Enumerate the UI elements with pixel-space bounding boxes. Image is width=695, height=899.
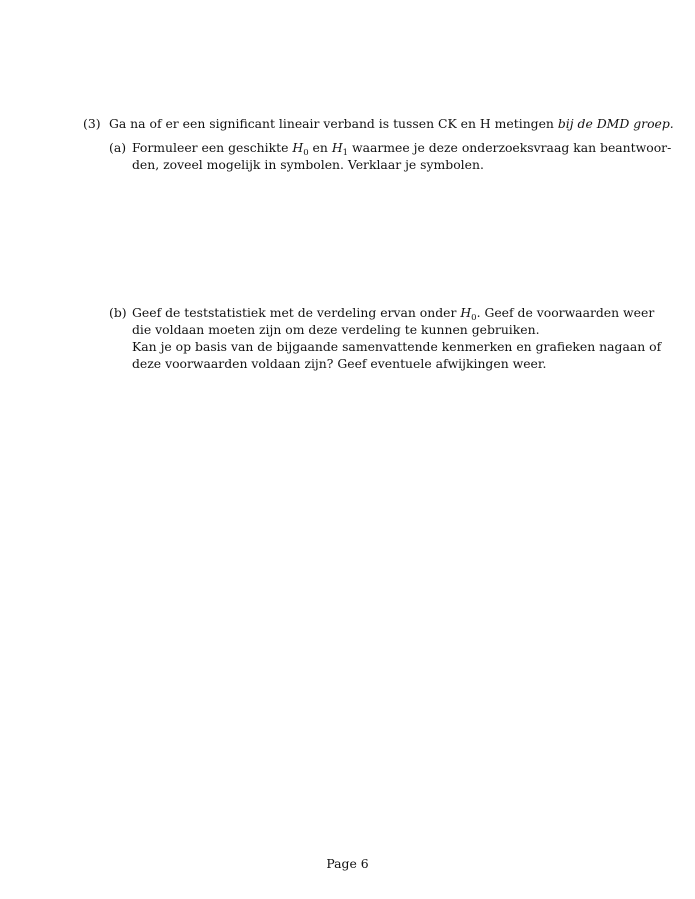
- question-part-a: [109, 139, 672, 173]
- part-a-label: (a): [109, 140, 127, 155]
- part-a-line-1-start: Formuleer een geschikte: [132, 140, 293, 155]
- h0-symbol: $H_0$: [460, 305, 477, 323]
- part-b-line-1: [132, 304, 655, 323]
- part-b-line-1-end: . Geef de voorwaarden weer: [476, 305, 655, 320]
- page-number: Page 6: [326, 856, 369, 871]
- part-a-line-1: [132, 139, 672, 158]
- question-number: (3): [83, 116, 101, 131]
- part-a-line-2: den, zoveel mogelijk in symbolen. Verklaar je symbolen.: [132, 157, 484, 172]
- h1-symbol: $H_1$: [331, 140, 349, 158]
- h0-symbol: $H_0$: [292, 140, 309, 158]
- part-b-line-2: die voldaan moeten zijn om deze verdeling te kunnen gebruiken.: [132, 322, 540, 337]
- question-part-b: [109, 304, 662, 372]
- part-b-line-3: Kan je op basis van de bijgaande samenvattende kenmerken en grafieken nagaan of: [132, 339, 662, 354]
- part-a-line-1-end: waarmee je deze onderzoeksvraag kan beantwoor-: [348, 140, 672, 155]
- question-3: [83, 115, 674, 132]
- question-text: Ga na of er een significant lineair verband is tussen CK en H metingen: [108, 116, 558, 131]
- part-b-line-4: deze voorwaarden voldaan zijn? Geef eventuele afwijkingen weer.: [132, 356, 547, 371]
- part-b-line-1-start: Geef de teststatistiek met de verdeling ervan onder: [132, 305, 461, 320]
- question-emphasis: bij de DMD groep.: [557, 116, 674, 131]
- part-b-label: (b): [109, 305, 127, 320]
- part-a-line-1-mid: en: [308, 140, 332, 155]
